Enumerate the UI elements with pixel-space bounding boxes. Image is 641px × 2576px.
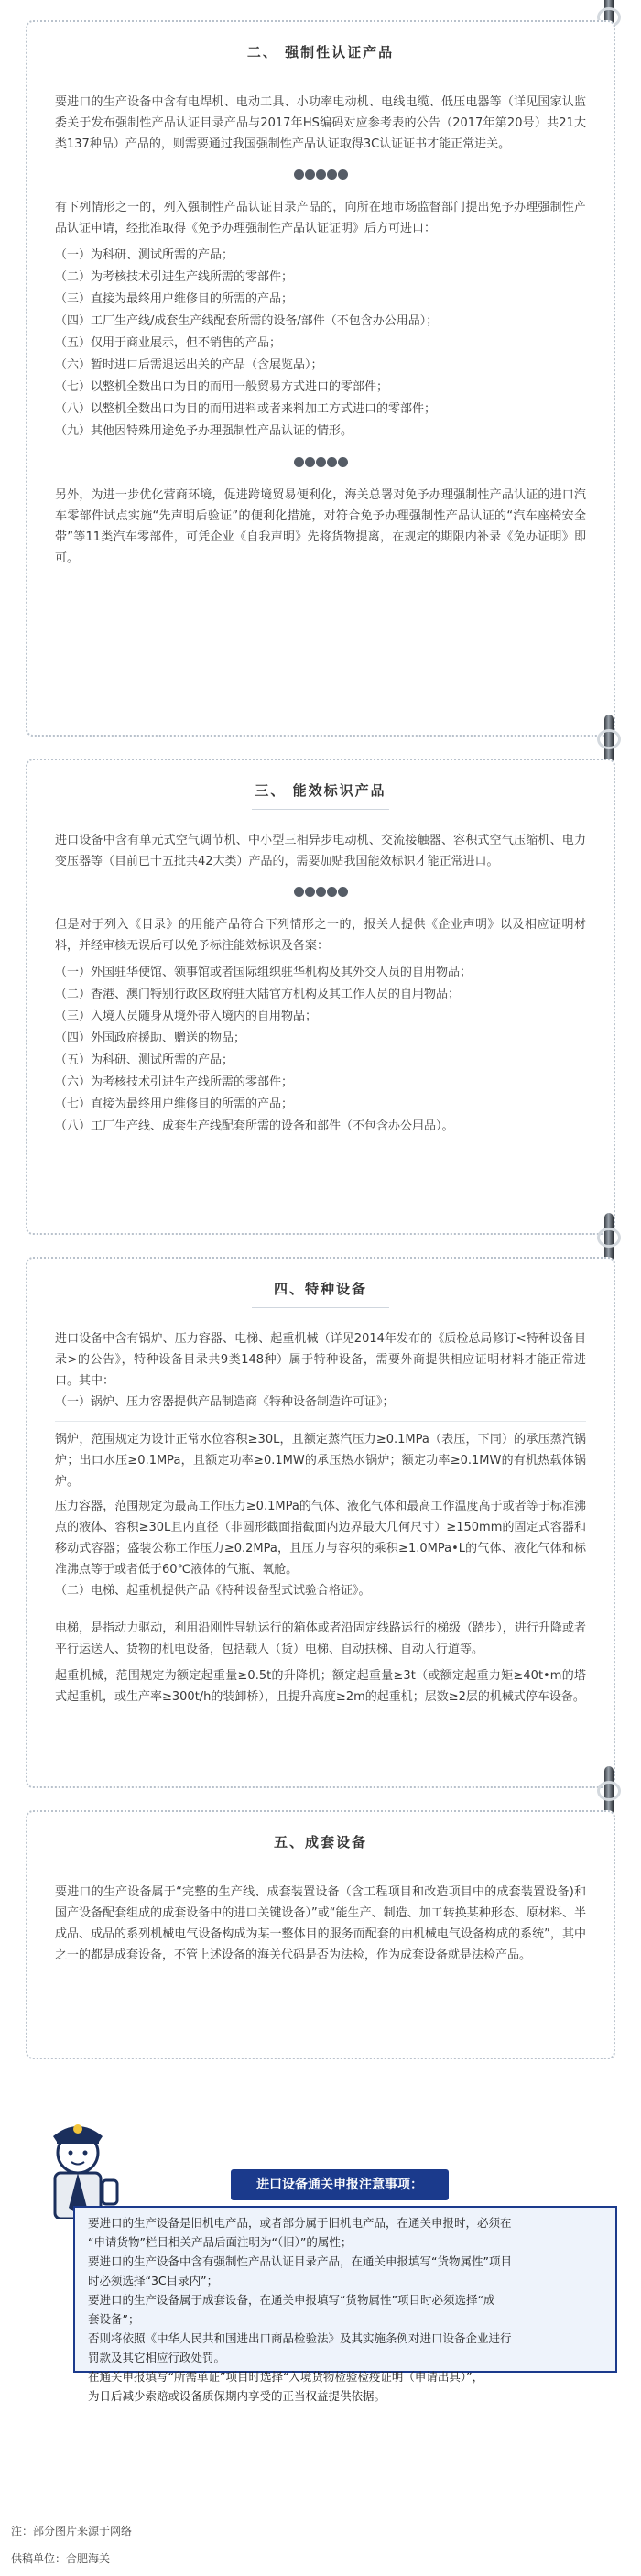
binder-clip-icon bbox=[597, 1766, 621, 1816]
list-item: （二）为考核技术引进生产线所需的零部件； bbox=[55, 270, 294, 284]
section-title: 二、 强制性认证产品 bbox=[55, 42, 586, 71]
section-special-equipment bbox=[26, 1257, 615, 1788]
requirement-line: （一）锅炉、压力容器提供产品制造商《特种设备制造许可证》； bbox=[55, 1395, 395, 1409]
section-complete-equipment bbox=[26, 1810, 615, 2059]
section-energy-label bbox=[26, 759, 615, 1235]
section-intro: 进口设备中含有锅炉、压力容器、电梯、起重机械（详见2014年发布的《质检总局修订<特种设备目录>的公告》，特种设备目录共9类148种）属于特种设备，需要外商提供相应证明材料才能正常进口。其中： bbox=[55, 1332, 586, 1388]
list-item: （七）直接为最终用户维修目的所需的产品； bbox=[55, 1097, 294, 1111]
list-item: （五）为科研、测试所需的产品； bbox=[55, 1053, 234, 1067]
list-item: （六）暂时进口后需退运出关的产品（含展览品）； bbox=[55, 358, 323, 372]
section-lead: 有下列情形之一的，列入强制性产品认证目录产品的，向所在地市场监督部门提出免予办理强制性产品认证申请，经批准取得《免予办理强制性产品认证证明》后方可进口： bbox=[55, 201, 586, 235]
list-item: （二）香港、澳门特别行政区政府驻大陆官方机构及其工作人员的自用物品； bbox=[55, 988, 461, 1001]
list-item: （一）为科研、测试所需的产品； bbox=[55, 248, 234, 262]
binder-clip-icon bbox=[597, 715, 621, 764]
notice-line: 要进口的生产设备是旧机电产品，或者部分属于旧机电产品，在通关申报时，必须在 bbox=[88, 2216, 512, 2230]
notice-line: “申请货物”栏目相关产品后面注明为“（旧）”的属性； bbox=[88, 2235, 353, 2249]
customs-officer-illustration bbox=[27, 2100, 128, 2219]
notice-line: 罚款及其它相应行政处罚。 bbox=[88, 2351, 226, 2364]
list-item: （五）仅用于商业展示，但不销售的产品； bbox=[55, 336, 282, 350]
list-item: （七）以整机全数出口为目的而用一般贸易方式进口的零部件； bbox=[55, 380, 389, 394]
section-title: 三、 能效标识产品 bbox=[55, 780, 586, 810]
section-closing: 另外，为进一步优化营商环境，促进跨境贸易便利化，海关总署对免予办理强制性产品认证的进口汽车零部件试点实施“先声明后验证”的便利化措施，对符合免予办理强制性产品认证的“汽车座椅安全带”等11类汽车零部件，可凭企业《自我声明》先将货物提离，在规定的期限内补录《免办证明》即可。 bbox=[55, 488, 586, 565]
footer-supplier: 供稿单位：合肥海关 bbox=[11, 2552, 111, 2565]
pressure-vessel-definition: 压力容器，范围规定为最高工作压力≥0.1MPa的气体、液化气体和最高工作温度高于或者等于标准沸点的液体、容积≥30L且内直径（非圆形截面指截面内边界最大几何尺寸）≥150mm的固定式容器和移动式容器；盛装公称工作压力≥0.2MPa，且压力与容积的乘积≥1.0MPa•L的气体、液化气体和标准沸点等于或者低于60℃液体的气瓶、氧舱。 bbox=[55, 1500, 586, 1577]
notice-line: 要进口的生产设备属于成套设备，在通关申报填写“货物属性”项目时必须选择“成 bbox=[88, 2293, 495, 2307]
customs-officer-icon bbox=[27, 2100, 128, 2219]
customs-notice-box bbox=[73, 2206, 617, 2403]
section-title: 五、成套设备 bbox=[55, 1832, 586, 1861]
section-intro: 要进口的生产设备中含有电焊机、电动工具、小功率电动机、电线电缆、低压电器等（详见国家认监委关于发布强制性产品认证目录产品与2017年HS编码对应参考表的公告（2017年第20号）共21大类137种品）产品的，则需要通过我国强制性产品认证取得3C认证证书才能正常进关。 bbox=[55, 95, 586, 151]
notice-line: 在通关申报填写“所需单证”项目时选择“入境货物检验检疫证明（申请出具）”， bbox=[88, 2370, 484, 2384]
binder-clip-icon bbox=[597, 1213, 621, 1262]
section-lead: 但是对于列入《目录》的用能产品符合下列情形之一的，报关人提供《企业声明》以及相应证明材料，并经审核无误后可以免予标注能效标识及备案： bbox=[55, 918, 586, 953]
list-item: （一）外国驻华使馆、领事馆或者国际组织驻华机构及其外交人员的自用物品； bbox=[55, 966, 473, 979]
list-item: （三）直接为最终用户维修目的所需的产品； bbox=[55, 292, 294, 306]
notice-line: 为日后减少索赔或设备质保期内享受的正当权益提供依据。 bbox=[88, 2389, 386, 2403]
divider-dots-icon bbox=[55, 887, 586, 900]
boiler-definition: 锅炉，范围规定为设计正常水位容积≥30L，且额定蒸汽压力≥0.1MPa（表压，下同）的承压蒸汽锅炉；出口水压≥0.1MPa，且额定功率≥0.1MW的承压热水锅炉；额定功率≥0.1MW的有机热载体锅炉。 bbox=[55, 1433, 586, 1489]
footer-note: 注：部分图片来源于网络 bbox=[11, 2525, 133, 2538]
notice-title: 进口设备通关申报注意事项： bbox=[231, 2169, 449, 2200]
list-item: （四）外国政府援助、赠送的物品； bbox=[55, 1031, 246, 1045]
notice-line: 要进口的生产设备中含有强制性产品认证目录产品，在通关申报填写“货物属性”项目 bbox=[88, 2254, 512, 2268]
notice-line: 时必须选择“3C目录内”； bbox=[88, 2274, 219, 2287]
list-item: （九）其他因特殊用途免予办理强制性产品认证的情形。 bbox=[55, 424, 353, 438]
section-body: 要进口的生产设备属于“完整的生产线、成套装置设备（含工程项目和改造项目中的成套装置设备)和国产设备配套组成的成套设备中的进口关键设备）”或“能生产、制造、加工转换某种形态、原材料、半成品、成品的系列机械电气设备构成为某一整体目的服务而配套的由机械电气设备构成的系统”，其中之一的都是成套设备，不管上述设备的海关代码是否为法检，作为成套设备就是法检产品。 bbox=[55, 1885, 586, 1962]
list-item: （八）工厂生产线、成套生产线配套所需的设备和部件（不包含办公用品）。 bbox=[55, 1119, 454, 1133]
divider-dots-icon bbox=[55, 169, 586, 182]
divider-dots-icon bbox=[55, 457, 586, 470]
list-item: （四）工厂生产线/成套生产线配套所需的设备/部件（不包含办公用品）； bbox=[55, 314, 439, 328]
list-item: （三）入境人员随身从境外带入境内的自用物品； bbox=[55, 1010, 318, 1023]
list-item: （八）以整机全数出口为目的而用进料或者来料加工方式进口的零部件； bbox=[55, 402, 437, 416]
section-intro: 进口设备中含有单元式空气调节机、中小型三相异步电动机、交流接触器、容积式空气压缩机、电力变压器等（目前已十五批共42大类）产品的，需要加贴我国能效标识才能正常进口。 bbox=[55, 834, 586, 868]
requirement-line: （二）电梯、起重机提供产品《特种设备型式试验合格证》。 bbox=[55, 1584, 371, 1598]
section-compulsory-certification bbox=[26, 20, 615, 737]
elevator-definition: 电梯，是指动力驱动，利用沿刚性导轨运行的箱体或者沿固定线路运行的梯级（踏步），进行升降或者平行运送人、货物的机电设备，包括载人（货）电梯、自动扶梯、自动人行道等。 bbox=[55, 1621, 586, 1656]
notice-line: 否则将依照《中华人民共和国进出口商品检验法》及其实施条例对进口设备企业进行 bbox=[88, 2331, 512, 2345]
section-title: 四、特种设备 bbox=[55, 1279, 586, 1308]
list-item: （六）为考核技术引进生产线所需的零部件； bbox=[55, 1075, 294, 1089]
crane-definition: 起重机械，范围规定为额定起重量≥0.5t的升降机；额定起重量≥3t（或额定起重力矩≥40t•m的塔式起重机，或生产率≥300t/h的装卸桥），且提升高度≥2m的起重机；层数≥2层的机械式停车设备。 bbox=[55, 1669, 586, 1704]
notice-line: 套设备”； bbox=[88, 2312, 140, 2326]
